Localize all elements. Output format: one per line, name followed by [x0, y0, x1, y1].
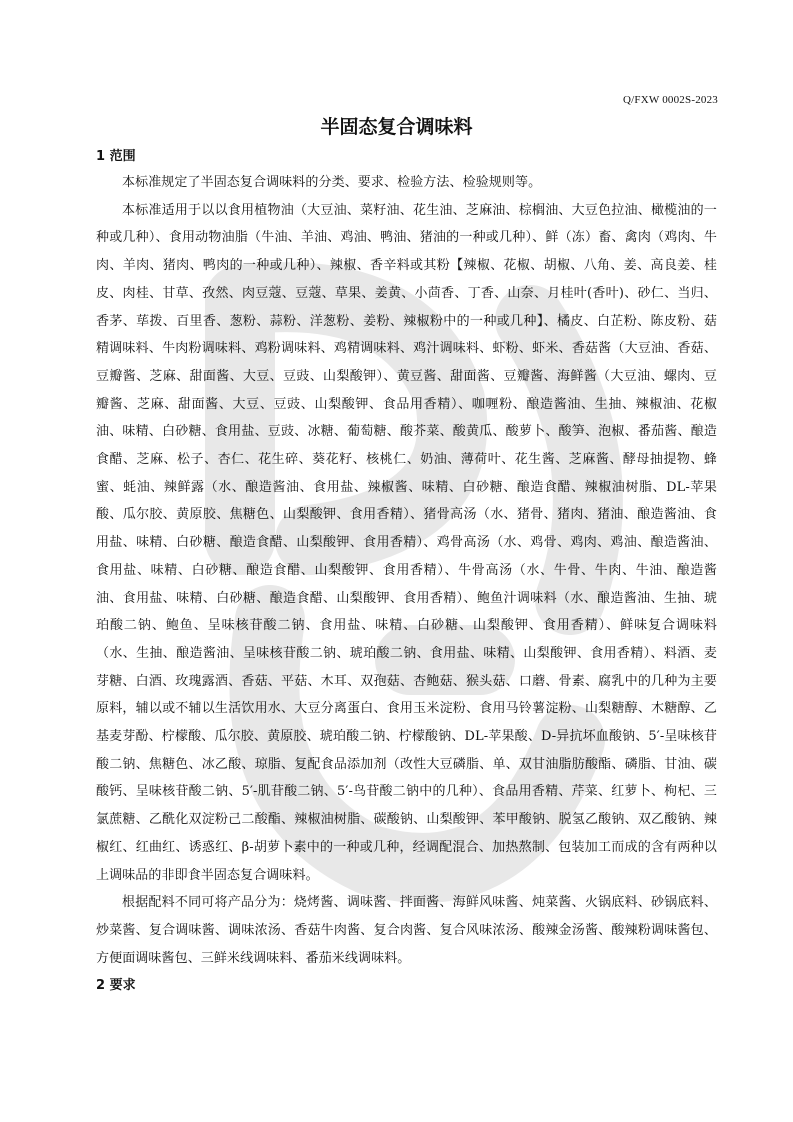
- section-heading-requirements: 2 要求: [96, 978, 136, 994]
- section-heading-scope: 1 范围: [96, 149, 136, 164]
- paragraph: 本标准适用于以以食用植物油（大豆油、菜籽油、花生油、芝麻油、棕榈油、大豆色拉油、橄榄油的一种或几种）、食用动物油脂（牛油、羊油、鸡油、鸭油、猪油的一种或几种）、鲜（冻）畜、禽肉（鸡肉、牛肉、羊肉、猪肉、鸭肉的一种或几种）、辣椒、香辛料或其粉【辣椒、花椒、胡椒、八角、姜、高良姜、桂皮、肉桂、甘草、孜然、肉豆蔻、豆蔻、草果、姜黄、小茴香、丁香、山奈、月桂叶(香叶)、砂仁、当归、香茅、荜拨、百里香、葱粉、蒜粉、洋葱粉、姜粉、辣椒粉中的一种或几种】、橘皮、白芷粉、陈皮粉、菇精调味料、牛肉粉调味料、鸡粉调味料、鸡精调味料、鸡汁调味料、虾粉、虾米、香菇酱（大豆油、香菇、豆瓣酱、芝麻、甜面酱、大豆、豆豉、山梨酸钾）、黄豆酱、甜面酱、豆瓣酱、海鲜酱（大豆油、螺肉、豆瓣酱、芝麻、甜面酱、大豆、豆豉、山梨酸钾、食品用香精）、咖喱粉、酿造酱油、生抽、辣椒油、花椒油、味精、白砂糖、食用盐、豆豉、冰糖、葡萄糖、酸芥菜、酸黄瓜、酸萝卜、酸笋、泡椒、番茄酱、酿造食醋、芝麻、松子、杏仁、花生碎、葵花籽、核桃仁、奶油、薄荷叶、花生酱、芝麻酱、酵母抽提物、蜂蜜、蚝油、辣鲜露（水、酿造酱油、食用盐、辣椒酱、味精、白砂糖、酿造食醋、辣椒油树脂、DL-苹果酸、瓜尔胶、黄原胶、焦糖色、山梨酸钾、食用香精）、猪骨高汤（水、猪骨、猪肉、猪油、酿造酱油、食用盐、味精、白砂糖、酿造食醋、山梨酸钾、食用香精）、鸡骨高汤（水、鸡骨、鸡肉、鸡油、酿造酱油、食用盐、味精、白砂糖、酿造食醋、山梨酸钾、食用香精）、牛骨高汤（水、牛骨、牛肉、牛油、酿造酱油、食用盐、味精、白砂糖、酿造食醋、山梨酸钾、食用香精）、鲍鱼汁调味料（水、酿造酱油、生抽、琥珀酸二钠、鲍鱼、呈味核苷酸二钠、食用盐、味精、白砂糖、山梨酸钾、食用香精）、鲜味复合调味料（水、生抽、酿造酱油、呈味核苷酸二钠、琥珀酸二钠、食用盐、味精、山梨酸钾、食用香精）、料酒、麦芽糖、白酒、玫瑰露酒、香菇、平菇、木耳、双孢菇、杏鲍菇、猴头菇、口蘑、骨素、腐乳中的几种为主要原料，辅以或不辅以生活饮用水、大豆分离蛋白、食用玉米淀粉、食用马铃薯淀粉、山梨糖醇、木糖醇、乙基麦芽酚、柠檬酸、瓜尔胶、黄原胶、琥珀酸二钠、柠檬酸钠、DL-苹果酸、D-异抗坏血酸钠、5′-呈味核苷酸二钠、焦糖色、冰乙酸、琼脂、复配食品添加剂（改性大豆磷脂、单、双甘油脂肪酸酯、磷脂、甘油、碳酸钙、呈味核苷酸二钠、5′-肌苷酸二钠、5′-鸟苷酸二钠中的几种）、食品用香精、芹菜、红萝卜、枸杞、三氯蔗糖、乙酰化双淀粉己二酸酯、辣椒油树脂、碳酸钠、山梨酸钾、苯甲酸钠、脱氢乙酸钠、双乙酸钠、辣椒红、红曲红、诱惑红、β-胡萝卜素中的一种或几种，经调配混合、加热熬制、包装加工而成的含有两种以上调味品的非即食半固态复合调味料。: [96, 202, 717, 883]
- paragraph: 根据配料不同可将产品分为：烧烤酱、调味酱、拌面酱、海鲜风味酱、炖菜酱、火锅底料、砂锅底料、炒菜酱、复合调味酱、调味浓汤、香菇牛肉酱、复合肉酱、复合风味浓汤、酸辣金汤酱、酸辣粉调味酱包、方便面调味酱包、三鲜米线调味料、番茄米线调味料。: [96, 895, 717, 966]
- document-title: 半固态复合调味料: [320, 116, 473, 138]
- document-body: [96, 145, 717, 998]
- standard-number: Q/FXW 0002S-2023: [623, 94, 718, 106]
- paragraph: 本标准规定了半固态复合调味料的分类、要求、检验方法、检验规则等。: [122, 175, 542, 190]
